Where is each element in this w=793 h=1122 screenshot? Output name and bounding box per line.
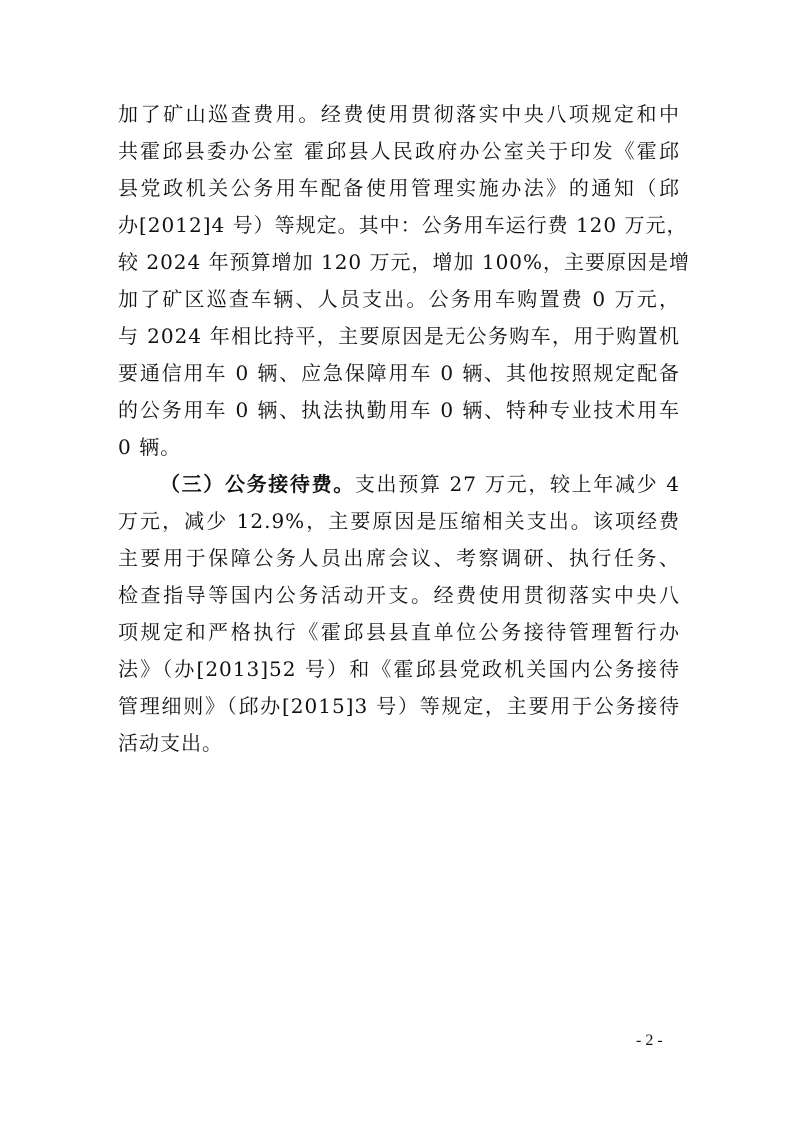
text-line: 万元，减少 12.9%，主要原因是压缩相关支出。该项经费 <box>118 509 680 533</box>
text-line: 县党政机关公务用车配备使用管理实施办法》的通知（邱 <box>118 176 680 200</box>
paragraph-vehicle-expenses <box>118 96 691 466</box>
text-line: 0 辆。 <box>118 435 182 459</box>
text-line: 主要用于保障公务人员出席会议、考察调研、执行任务、 <box>118 546 680 570</box>
document-body <box>118 96 691 762</box>
text-line: 项规定和严格执行《霍邱县县直单位公务接待管理暂行办 <box>118 620 680 644</box>
heading-line-text: 支出预算 27 万元，较上年减少 4 <box>354 472 680 496</box>
text-line: 与 2024 年相比持平，主要原因是无公务购车，用于购置机 <box>118 324 680 348</box>
text-line: 要通信用车 0 辆、应急保障用车 0 辆、其他按照规定配备 <box>118 361 680 385</box>
text-line: 较 2024 年预算增加 120 万元，增加 100%，主要原因是增 <box>118 250 691 274</box>
text-line: 检查指导等国内公务活动开支。经费使用贯彻落实中央八 <box>118 583 680 607</box>
text-line: 加了矿区巡查车辆、人员支出。公务用车购置费 0 万元， <box>118 287 680 311</box>
text-line: 活动支出。 <box>118 731 223 755</box>
page-number: - 2 - <box>636 1032 663 1049</box>
paragraph-reception-expenses <box>118 466 680 762</box>
text-line: 管理细则》（邱办[2015]3 号）等规定，主要用于公务接待 <box>118 694 680 718</box>
section-heading: （三）公务接待费。 <box>160 472 355 496</box>
text-line: 的公务用车 0 辆、执法执勤用车 0 辆、特种专业技术用车 <box>118 398 680 422</box>
text-line: 法》（办[2013]52 号）和《霍邱县党政机关国内公务接待 <box>118 657 680 681</box>
text-line: 共霍邱县委办公室 霍邱县人民政府办公室关于印发《霍邱 <box>118 139 680 163</box>
text-line: 加了矿山巡查费用。经费使用贯彻落实中央八项规定和中 <box>118 102 680 126</box>
text-line: 办[2012]4 号）等规定。其中：公务用车运行费 120 万元， <box>118 213 688 237</box>
text-line <box>118 466 680 503</box>
